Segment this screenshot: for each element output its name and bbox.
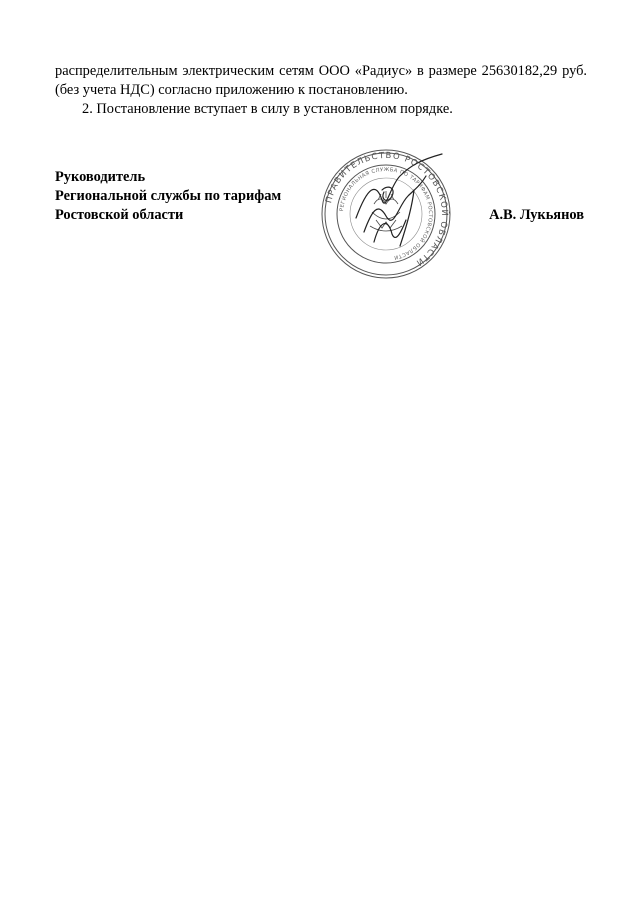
signatory-title-line-3: Ростовской области (55, 207, 184, 223)
svg-text:РЕГИОНАЛЬНАЯ СЛУЖБА ПО ТАРИФАМ (339, 167, 433, 260)
paragraph-2: 2. Постановление вступает в силу в установленном порядке. (82, 101, 453, 117)
signatory-name: А.В. Лукьянов (489, 207, 584, 223)
signatory-title-line-1: Руководитель (55, 169, 146, 185)
seal-inner-text: РЕГИОНАЛЬНАЯ СЛУЖБА ПО ТАРИФАМ РОСТОВСКОЙ ОБЛАСТИ (339, 166, 434, 261)
seal-outer-text: ПРАВИТЕЛЬСТВО РОСТОВСКОЙ ОБЛАСТИ (324, 150, 450, 268)
paragraph-1: распределительным электрическим сетям ООО «Радиус» в размере 25630182,29 руб. (без учета НДС) согласно приложению к постановлению. (55, 63, 587, 98)
signatory-title-line-2: Региональной службы по тарифам (55, 188, 282, 204)
document-body (55, 62, 587, 119)
official-seal-with-signature (316, 146, 456, 282)
signatory-title (55, 168, 281, 225)
